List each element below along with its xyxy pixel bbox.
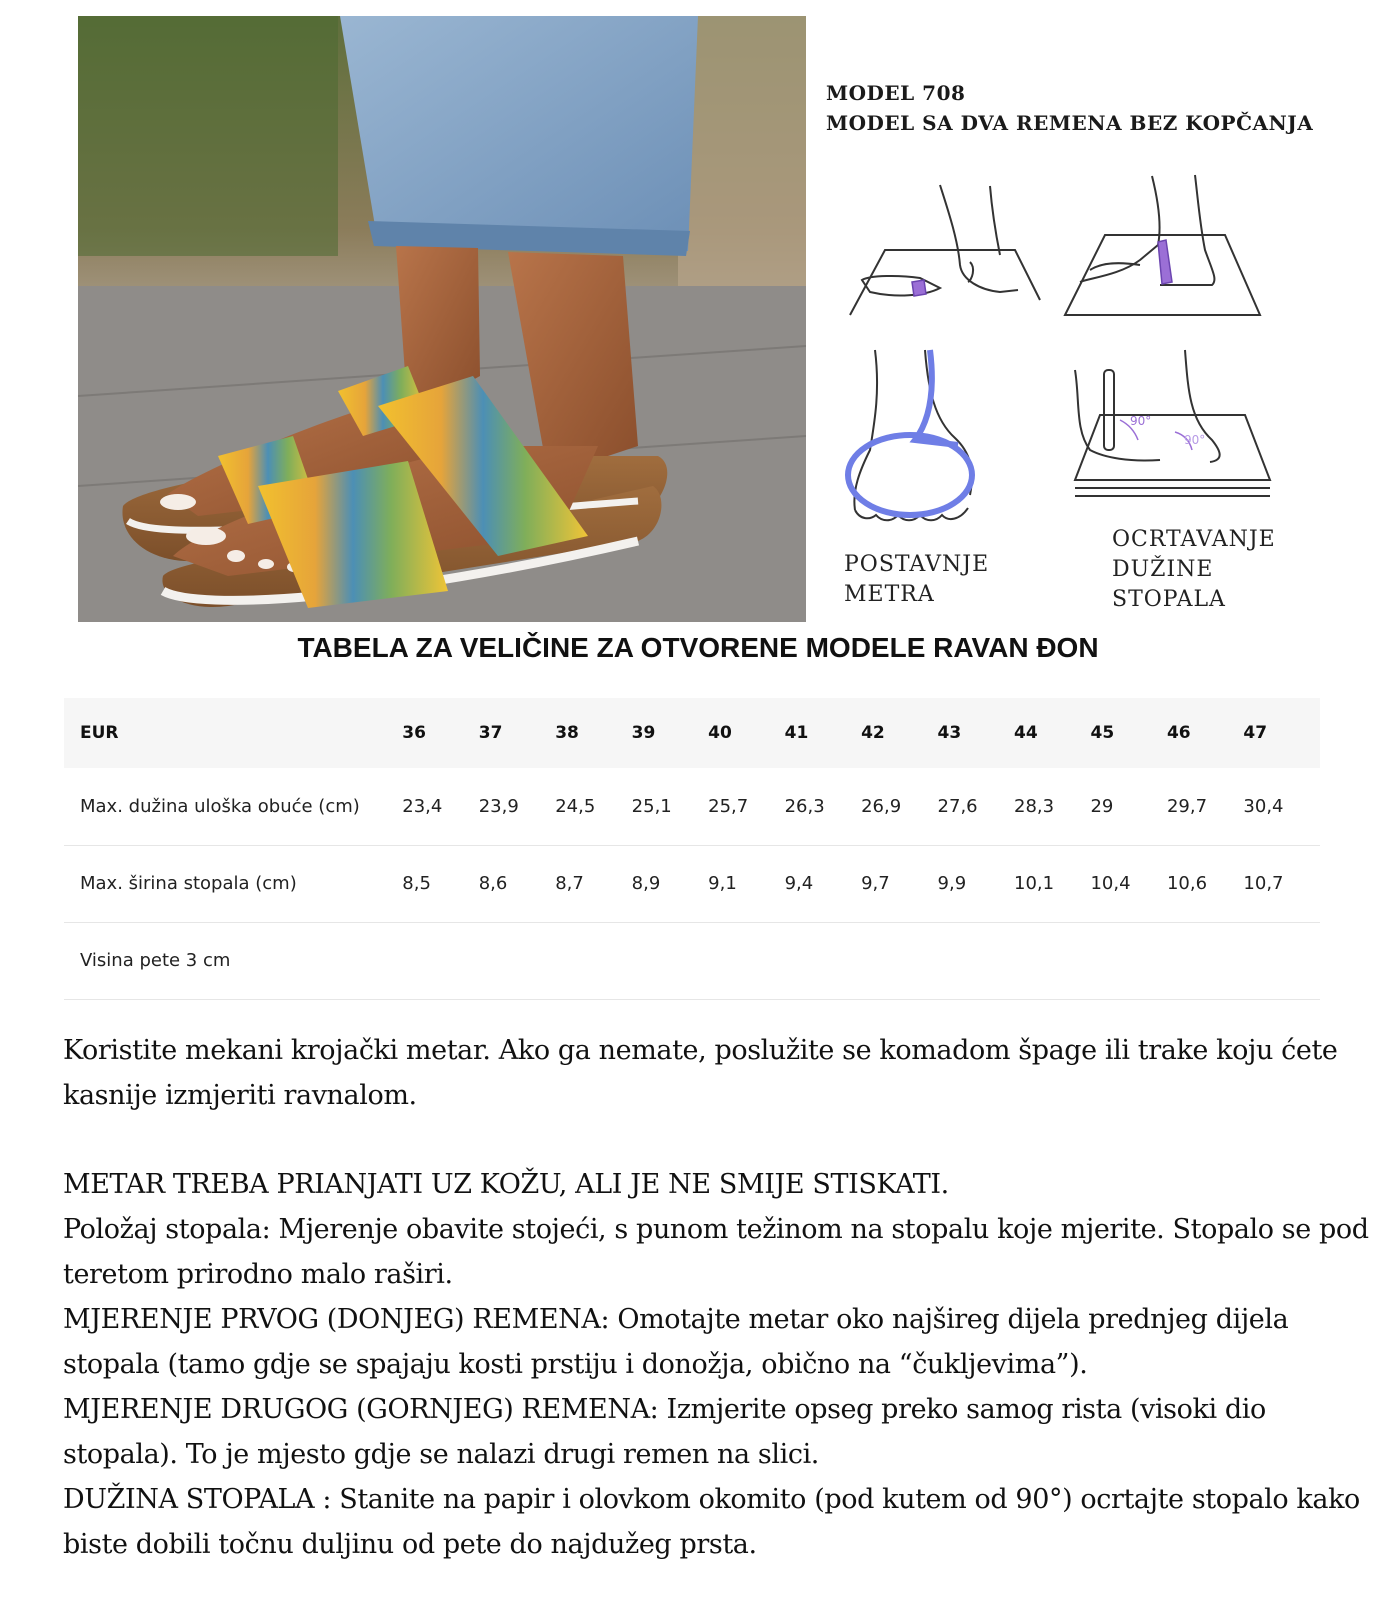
- table-cell: 10,6: [1166, 873, 1208, 894]
- tape-end: [915, 350, 958, 445]
- header-size: 46: [1166, 723, 1191, 743]
- table-cell: 27,6: [937, 795, 978, 817]
- size-table-header-row: [64, 698, 1320, 768]
- header-size: 44: [1014, 723, 1038, 743]
- foot-outline-line-3: STOPALA: [1112, 587, 1226, 612]
- table-cell: 8,7: [555, 873, 584, 894]
- tape-placement-label: [844, 550, 989, 610]
- model-heading: [826, 78, 1313, 138]
- header-size: 40: [708, 723, 732, 743]
- table-cell: 9,7: [861, 873, 890, 894]
- tape-placement-line-1: POSTAVNJE: [844, 552, 990, 577]
- row-label-width: Max. širina stopala (cm): [80, 873, 297, 894]
- toe-tape-left: [912, 280, 926, 296]
- measuring-instructions: [63, 1028, 1383, 1567]
- table-cell: 23,9: [478, 795, 519, 817]
- header-eur: EUR: [80, 723, 119, 743]
- header-size: 43: [937, 723, 962, 743]
- table-cell: 8,5: [402, 873, 431, 894]
- size-table: [64, 698, 1320, 1000]
- tape-placement-line-2: METRA: [844, 582, 935, 607]
- instruction-upper-strap: MJERENJE DRUGOG (GORNJEG) REMENA: Izmjerite opseg preko samog rista (visoki dio stopala). To je mjesto gdje se nalazi drugi remen na slici.: [63, 1394, 1266, 1470]
- table-cell: 10,1: [1014, 873, 1055, 894]
- header-size: 45: [1090, 723, 1115, 743]
- paragraph-spacer: [63, 1118, 1383, 1162]
- table-cell: 8,9: [631, 873, 661, 894]
- table-cell: 26,3: [784, 795, 825, 817]
- model-description: MODEL SA DVA REMENA BEZ KOPČANJA: [826, 111, 1314, 135]
- product-photo: [78, 16, 806, 622]
- table-cell: 9,1: [708, 873, 737, 894]
- sandal-photo-illustration: [78, 16, 806, 622]
- foot-outline-label: [1112, 525, 1276, 615]
- foot-outline-line-2: DUŽINE: [1112, 557, 1214, 582]
- table-row: [64, 922, 1320, 999]
- table-cell: 25,7: [708, 795, 749, 817]
- header-size: 37: [478, 723, 503, 743]
- header-size: 36: [402, 723, 426, 743]
- table-row: [64, 768, 1320, 845]
- table-cell: 8,6: [478, 873, 508, 894]
- table-cell: 24,5: [555, 795, 596, 817]
- table-cell: 26,9: [861, 795, 902, 817]
- header-size: 41: [784, 723, 809, 743]
- table-cell: 9,4: [784, 873, 814, 894]
- foot-outline-line-1: OCRTAVANJE: [1112, 527, 1276, 552]
- toe-strap-diagram-left: [850, 185, 1040, 315]
- header-size: 42: [861, 723, 885, 743]
- table-cell: 29: [1090, 795, 1114, 817]
- instruction-tape-tip: Koristite mekani krojački metar. Ako ga nemate, poslužite se komadom špage ili trake koju ćete kasnije izmjeriti ravnalom.: [63, 1035, 1338, 1111]
- angle-label-1: 90°: [1130, 414, 1152, 428]
- size-table-title: TABELA ZA VELIČINE ZA OTVORENE MODELE RAVAN ĐON: [297, 632, 1099, 663]
- instruction-foot-length: DUŽINA STOPALA : Stanite na papir i olovkom okomito (pod kutem od 90°) ocrtajte stopalo kako biste dobili točnu duljinu od pete do najdužeg prsta.: [63, 1484, 1360, 1560]
- table-cell: 25,1: [631, 795, 672, 817]
- header-size: 47: [1243, 723, 1268, 743]
- model-number: MODEL 708: [826, 81, 966, 105]
- table-cell: 30,4: [1243, 795, 1284, 817]
- table-cell: 28,3: [1014, 795, 1055, 817]
- table-cell: 29,7: [1166, 795, 1208, 817]
- instruction-lower-strap: MJERENJE PRVOG (DONJEG) REMENA: Omotajte metar oko najšireg dijela prednjeg dijela stopala (tamo gdje se spajaju kosti prstiju i donožja, obično na “čukljevima”).: [63, 1304, 1289, 1380]
- angle-label-2: 90°: [1184, 433, 1206, 447]
- foot-length-diagram: [1075, 350, 1270, 496]
- header-size: 38: [555, 723, 579, 743]
- table-cell: 23,4: [402, 795, 443, 817]
- table-row: [64, 845, 1320, 922]
- instruction-tape-fit: METAR TREBA PRIANJATI UZ KOŽU, ALI JE NE SMIJE STISKATI.: [63, 1169, 949, 1200]
- instruction-foot-position: Položaj stopala: Mjerenje obavite stojeći, s punom težinom na stopalu koje mjerite. Stopalo se pod teretom prirodno malo raširi.: [63, 1214, 1369, 1290]
- instep-tape-right: [1158, 240, 1172, 284]
- table-cell: 10,7: [1243, 873, 1284, 894]
- header-size: 39: [631, 723, 656, 743]
- heel-height-note: Visina pete 3 cm: [80, 950, 231, 971]
- table-cell: 10,4: [1090, 873, 1131, 894]
- row-label-length: Max. dužina uloška obuće (cm): [80, 795, 360, 817]
- table-cell: 9,9: [937, 873, 967, 894]
